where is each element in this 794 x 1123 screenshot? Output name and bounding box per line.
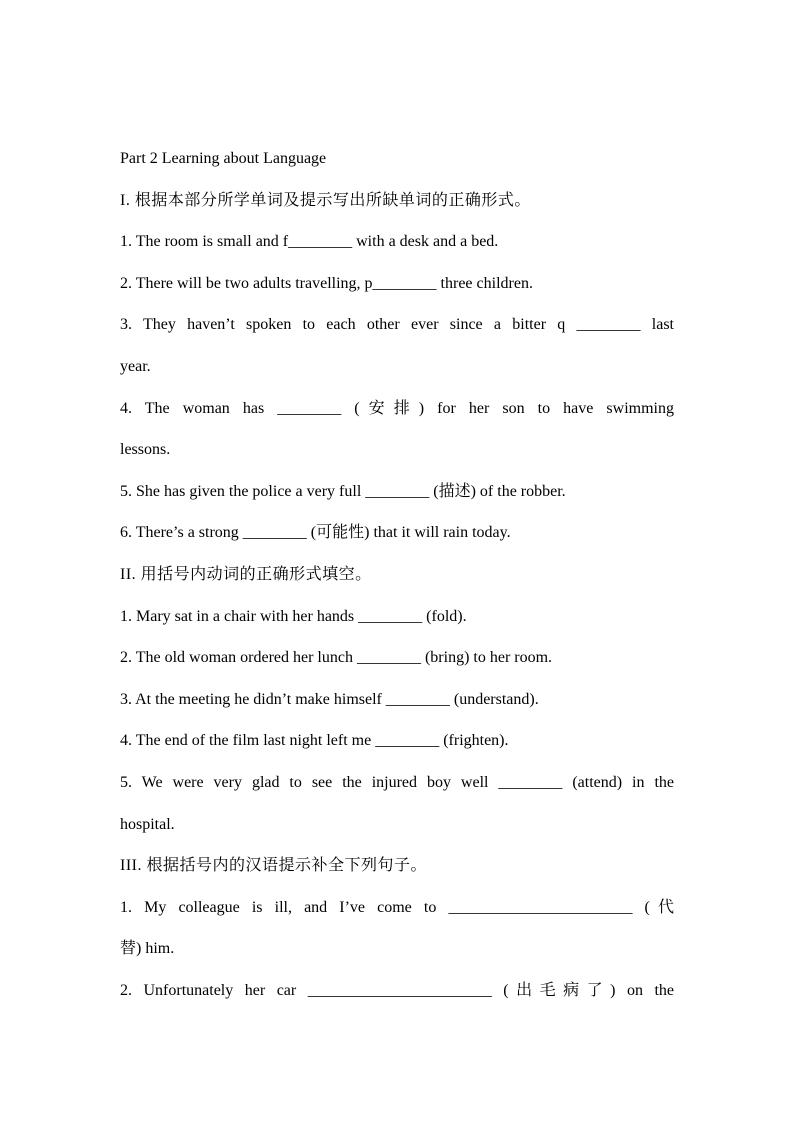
s1-question-3-line-1: 3. They haven’t spoken to each other ever since a bitter q ________ last — [120, 316, 674, 334]
s1-question-1: 1. The room is small and f________ with a desk and a bed. — [120, 233, 499, 251]
section-2-heading: II. 用括号内动词的正确形式填空。 — [120, 565, 372, 583]
s1-question-5: 5. She has given the police a very full ________ (描述) of the robber. — [120, 482, 566, 500]
s3-question-1-line-1: 1. My colleague is ill, and I’ve come to _______________________ (代 — [120, 898, 674, 916]
s1-question-3-line-2: year. — [120, 357, 151, 375]
s2-question-4: 4. The end of the film last night left me ________ (frighten). — [120, 732, 509, 750]
s3-question-2-line-1: 2. Unfortunately her car _______________________ (出毛病了) on the — [120, 981, 674, 999]
s2-question-5-line-2: hospital. — [120, 815, 175, 833]
page-title: Part 2 Learning about Language — [120, 150, 327, 167]
s2-question-3: 3. At the meeting he didn’t make himself ________ (understand). — [120, 690, 539, 708]
s1-question-4-line-2: lessons. — [120, 441, 171, 459]
section-1-heading: I. 根据本部分所学单词及提示写出所缺单词的正确形式。 — [120, 191, 531, 209]
s1-question-2: 2. There will be two adults travelling, p________ three children. — [120, 274, 533, 292]
section-3-heading: III. 根据括号内的汉语提示补全下列句子。 — [120, 857, 427, 875]
s2-question-5-line-1: 5. We were very glad to see the injured boy well ________ (attend) in the — [120, 773, 674, 791]
s1-question-6: 6. There’s a strong ________ (可能性) that it will rain today. — [120, 524, 511, 542]
s2-question-2: 2. The old woman ordered her lunch ________ (bring) to her room. — [120, 649, 553, 667]
worksheet — [120, 138, 674, 1011]
s3-question-1-line-2: 替) him. — [120, 940, 175, 958]
s1-question-4-line-1: 4. The woman has ________ (安排) for her son to have swimming — [120, 399, 674, 417]
s2-question-1: 1. Mary sat in a chair with her hands ________ (fold). — [120, 607, 467, 625]
